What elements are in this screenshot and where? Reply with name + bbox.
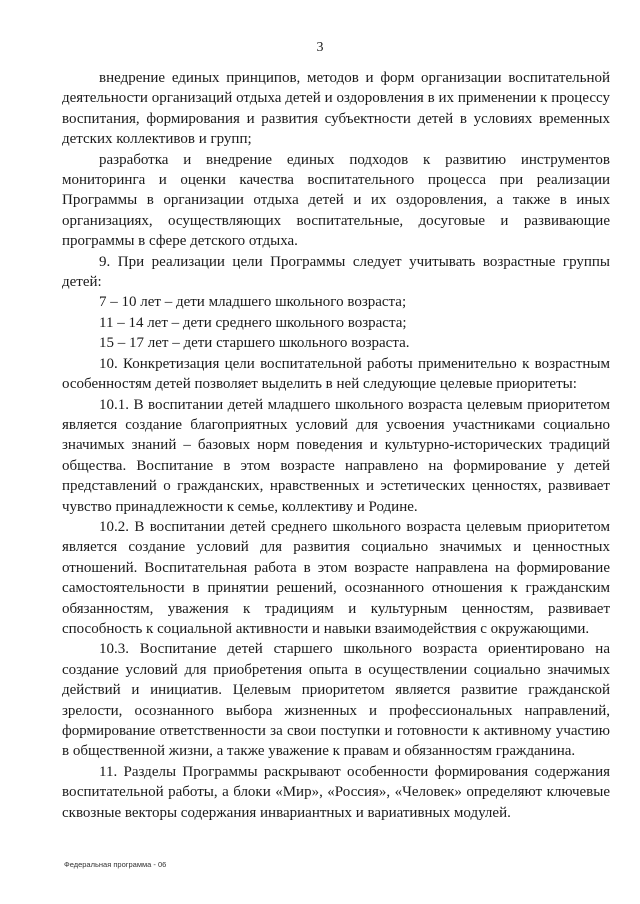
age-group-item: 11 – 14 лет – дети среднего школьного возраста; [99,314,407,331]
footer-label: Федеральная программа - 06 [64,860,167,869]
paragraph-monitoring-tools: разработка и внедрение единых подходов к развитию инструментов мониторинга и оценки качества воспитательного процесса при реализации Программы в организации отдыха детей и их оздоровления, а также в иных организациях, осуществляющих воспитательные, досуговые и развивающие программы в сфере детского отдыха. [62,151,610,250]
paragraph-target-priorities: 10. Конкретизация цели воспитательной работы применительно к возрастным особенностям детей позволяет выделить в ней следующие целевые приоритеты: [62,355,610,393]
age-group-item: 7 – 10 лет – дети младшего школьного возраста; [99,294,407,311]
page-number: 3 [316,40,324,55]
paragraph-10-1: 10.1. В воспитании детей младшего школьного возраста целевым приоритетом является создание благоприятных условий для усвоения участниками социально значимых знаний – базовых норм поведения и культурно-исторических традиций общества. Воспитание в этом возрасте направлено на формирование у детей представлений о гражданских, нравственных и эстетических ценностях, развивает чувство принадлежности к семье, коллективу и Родине. [62,396,610,515]
paragraph-11-sections: 11. Разделы Программы раскрывают особенности формирования содержания воспитательной работы, а блоки «Мир», «Россия», «Человек» определяют ключевые сквозные векторы содержания инвариантных и вариативных модулей. [62,763,610,821]
paragraph-10-2: 10.2. В воспитании детей среднего школьного возраста целевым приоритетом является создание условий для развития социально значимых и ценностных отношений. Воспитательная работа в этом возрасте направлена на формирование самостоятельности в принятии решений, осознанного отношения к гражданским обязанностям, уважения к традициям и культурным ценностям, развивает способность к социальной активности и навыки взаимодействия с окружающими. [62,518,610,637]
document-body [62,68,610,823]
paragraph-10-3: 10.3. Воспитание детей старшего школьного возраста ориентировано на создание условий для приобретения опыта в осуществлении социально значимых действий и инициатив. Целевым приоритетом является развитие гражданской зрелости, осознанного выбора жизненных и профессиональных направлений, формирование ответственности за свои поступки и готовности к активному участию в общественной жизни, а также уважение к правам и обязанностям гражданина. [62,641,610,760]
paragraph-unified-principles: внедрение единых принципов, методов и форм организации воспитательной деятельности организаций отдыха детей и оздоровления в их применении к процессу воспитания, формирования и развития субъектности детей в условиях временных детских коллективов и групп; [62,70,610,148]
paragraph-age-groups-intro: 9. При реализации цели Программы следует учитывать возрастные группы детей: [62,253,610,291]
age-group-item: 15 – 17 лет – дети старшего школьного возраста. [99,335,410,352]
